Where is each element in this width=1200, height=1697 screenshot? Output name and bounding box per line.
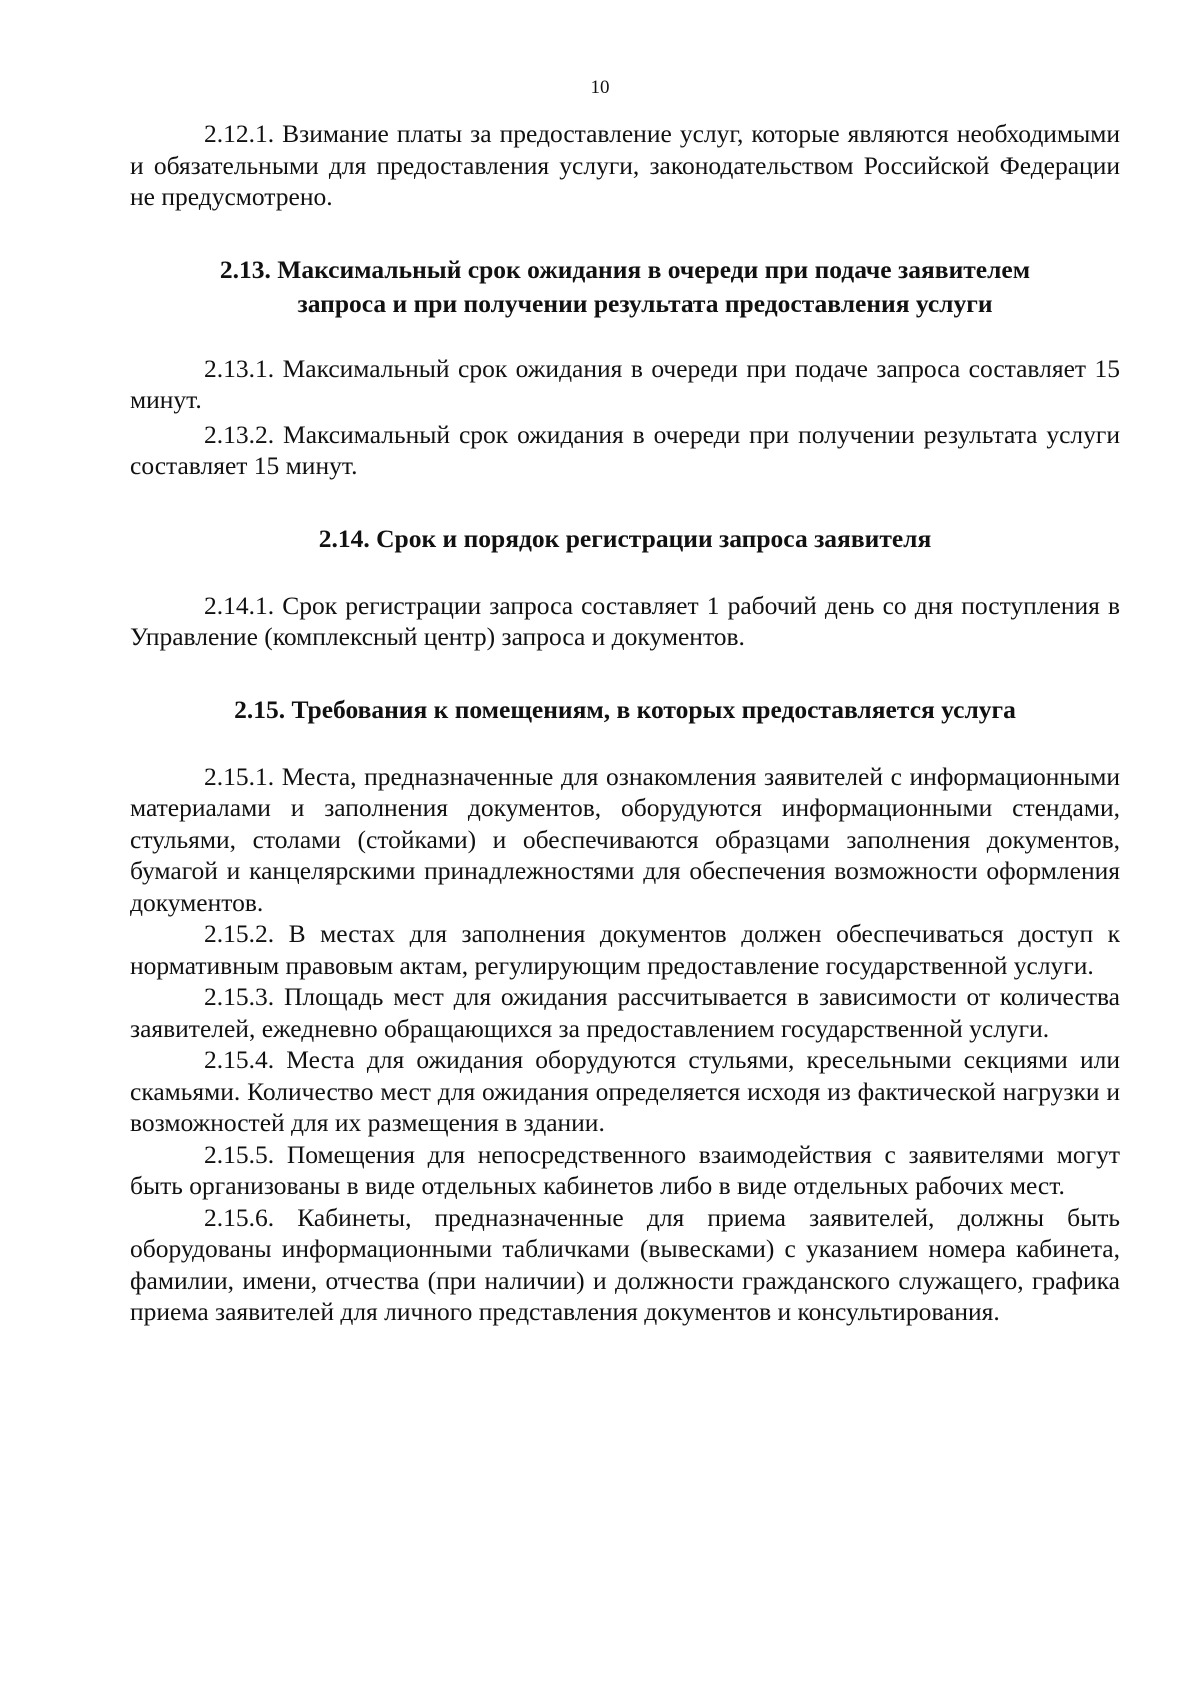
paragraph-2-14-1: 2.14.1. Срок регистрации запроса составляет 1 рабочий день со дня поступления в Управление (комплексный центр) запроса и документов.	[130, 590, 1120, 651]
heading-2-13	[130, 253, 1120, 321]
heading-2-15: 2.15. Требования к помещениям, в которых предоставляется услуга	[234, 694, 1016, 724]
paragraph-2-15-4: 2.15.4. Места для ожидания оборудуются стульями, кресельными секциями или скамьями. Количество мест для ожидания определяется исходя из фактической нагрузки и возможностей для их размещения в здании.	[130, 1045, 1120, 1137]
heading-2-13-line2: запроса и при получении результата предоставления услуги	[297, 288, 993, 318]
paragraph-2-15-1: 2.15.1. Места, предназначенные для ознакомления заявителей с информационными материалами и заполнения документов, оборудуются информационными стендами, стульями, столами (стойками) и обеспечиваются образцами заполнения документов, бумагой и канцелярскими принадлежностями для обеспечения возможности оформления документов.	[130, 761, 1120, 917]
paragraph-2-12-1: 2.12.1. Взимание платы за предоставление услуг, которые являются необходимыми и обязательными для предоставления услуги, законодательством Российской Федерации не предусмотрено.	[130, 119, 1120, 211]
paragraph-2-15-2: 2.15.2. В местах для заполнения документов должен обеспечиваться доступ к нормативным правовым актам, регулирующим предоставление государственной услуги.	[130, 919, 1120, 980]
paragraph-2-15-6: 2.15.6. Кабинеты, предназначенные для приема заявителей, должны быть оборудованы информационными табличками (вывесками) с указанием номера кабинета, фамилии, имени, отчества (при наличии) и должности гражданского служащего, графика приема заявителей для личного представления документов и консультирования.	[130, 1202, 1120, 1326]
paragraph-2-13-1: 2.13.1. Максимальный срок ожидания в очереди при подаче запроса составляет 15 минут.	[130, 353, 1120, 414]
heading-2-13-line1: 2.13. Максимальный срок ожидания в очереди при подаче заявителем	[219, 254, 1031, 284]
document-body	[130, 118, 1120, 1328]
paragraph-2-13-2: 2.13.2. Максимальный срок ожидания в очереди при получении результата услуги составляет 15 минут.	[130, 419, 1120, 480]
paragraph-2-15-3: 2.15.3. Площадь мест для ожидания рассчитывается в зависимости от количества заявителей, ежедневно обращающихся за предоставлением государственной услуги.	[130, 982, 1120, 1043]
paragraph-2-15-5: 2.15.5. Помещения для непосредственного взаимодействия с заявителями могут быть организованы в виде отдельных кабинетов либо в виде отдельных рабочих мест.	[130, 1139, 1120, 1200]
heading-2-14: 2.14. Срок и порядок регистрации запроса заявителя	[318, 523, 932, 553]
page-number: 10	[590, 77, 610, 98]
